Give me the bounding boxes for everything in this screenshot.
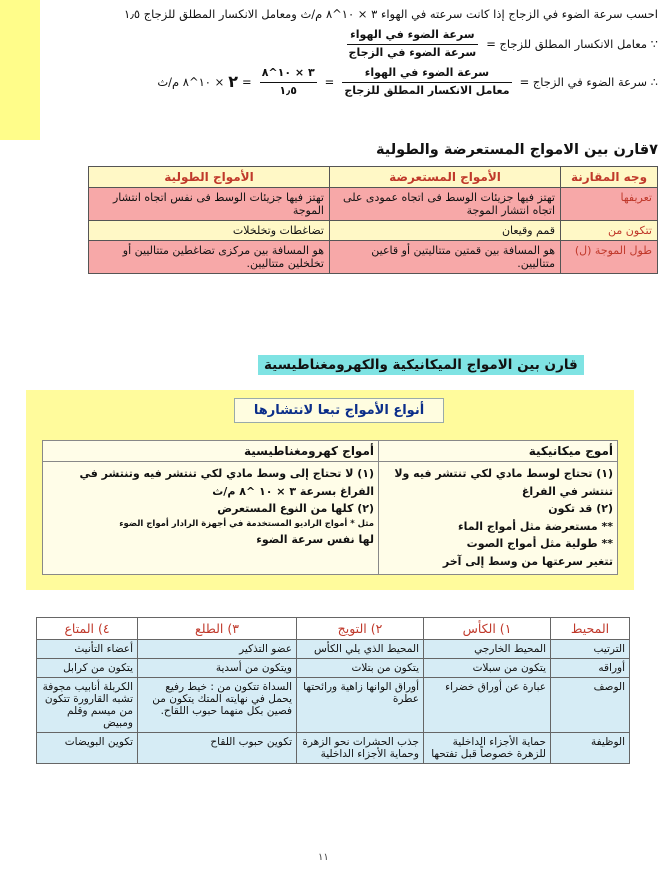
mech-point: ** مستعرضة مثل أمواج الماء	[458, 519, 613, 533]
row-label: تعريفها	[561, 188, 658, 221]
header-gynoecium: ٤) المتاع	[37, 618, 138, 640]
value-denominator: ١٫٥	[279, 83, 297, 97]
row-label: أوراقه	[551, 659, 630, 678]
wave-types-box	[26, 390, 634, 590]
table-cell: أعضاء التأنيث	[37, 640, 138, 659]
em-example: مثل * أمواج الراديو المستخدمة في أجهزة الرادار أمواج الضوء	[119, 518, 374, 529]
table-row	[37, 678, 630, 733]
problem-statement: احسب سرعة الضوء في الزجاج إذا كانت سرعته في الهواء ٣ × ١٠^٨ م/ث ومعامل الانكسار المطلق للزجاج ١٫٥	[123, 7, 658, 21]
electromagnetic-cell	[43, 462, 379, 575]
header-androecium: ٣) الطلع	[138, 618, 297, 640]
table-cell: المحيط الخارجي	[424, 640, 551, 659]
table-row	[37, 640, 630, 659]
transverse-longitudinal-table	[88, 166, 658, 274]
table-row	[37, 659, 630, 678]
mechanical-em-table	[42, 440, 618, 575]
table-cell: أوراق الوانها زاهية ورائحتها عطرة	[297, 678, 424, 733]
row-label: الترتيب	[551, 640, 630, 659]
value-fraction	[260, 65, 317, 99]
table-cell: يتكون من بتلات	[297, 659, 424, 678]
header-electromagnetic: أمواج كهرومغناطيسية	[43, 441, 379, 462]
flower-parts-table	[36, 617, 630, 764]
table-row	[89, 188, 658, 221]
table-cell: تهتز فيها جزيئات الوسط فى اتجاه عمودى على اتجاه انتشار الموجة	[330, 188, 561, 221]
header-mechanical: أموج ميكانيكية	[379, 441, 618, 462]
table-cell: الكربلة أنابيب مجوفة تشبه القارورة تتكون من ميسم وقلم ومبيض	[37, 678, 138, 733]
table-header-row	[89, 167, 658, 188]
q7-heading: ٧قارن بين الامواج المستعرضة والطولية	[375, 142, 658, 158]
em-point: (١) لا تحتاج إلى وسط مادي لكي تنتشر فيه وتنتشر في الفراغ بسرعة ٣ × ١٠ ^٨ م/ث	[79, 467, 374, 498]
header-whorl: المحيط	[551, 618, 630, 640]
equals-sign-1: =	[324, 74, 335, 89]
table-header-row	[43, 441, 618, 462]
table-cell: عضو التذكير	[138, 640, 297, 659]
row-label: الوصف	[551, 678, 630, 733]
table-cell: تكوين البويضات	[37, 733, 138, 764]
table-row	[89, 241, 658, 274]
value-numerator: ٣ × ١٠^٨	[260, 65, 317, 83]
table-row	[43, 462, 618, 575]
law-prefix: ∵ معامل الانكسار المطلق للزجاج =	[486, 36, 658, 51]
solve-line	[40, 63, 658, 101]
table-cell: تضاغطات وتخلخلات	[89, 221, 330, 241]
header-longitudinal: الأمواج الطولية	[89, 167, 330, 188]
result-coefficient: ٢	[228, 72, 239, 92]
table-cell: تهتز فيها جزيئات الوسط فى نفس اتجاه انتشار الموجة	[89, 188, 330, 221]
solve-numerator: سرعة الضوء في الهواء	[342, 65, 511, 83]
law-line	[40, 25, 658, 63]
box-title: أنواع الأمواج تبعا لانتشارها	[234, 398, 444, 423]
table-cell: حماية الأجزاء الداخلية للزهرة خصوصاً قبل تفتحها	[424, 733, 551, 764]
solve-prefix: ∴ سرعة الضوء في الزجاج =	[519, 74, 658, 89]
row-label: تتكون من	[561, 221, 658, 241]
table-cell: هو المسافة بين مركزى تضاغطين متتاليين أو تخلخلين متتاليين.	[89, 241, 330, 274]
law-denominator: سرعة الضوء في الزجاج	[348, 45, 477, 59]
header-comparison: وجه المقارنة	[561, 167, 658, 188]
solve-denominator: معامل الانكسار المطلق للزجاج	[344, 83, 510, 97]
header-calyx: ١) الكأس	[424, 618, 551, 640]
mech-point: تتغير سرعتها من وسط إلى آخر	[442, 554, 613, 568]
table-cell: ويتكون من أسدية	[138, 659, 297, 678]
table-cell: عبارة عن أوراق خضراء	[424, 678, 551, 733]
q8-heading: قارن بين الامواج الميكانيكية والكهرومغناطيسية	[258, 355, 584, 375]
row-label: الوظيفة	[551, 733, 630, 764]
table-header-row	[37, 618, 630, 640]
table-cell: جذب الحشرات نحو الزهرة وحماية الأجزاء الداخلية	[297, 733, 424, 764]
table-row	[89, 221, 658, 241]
equals-sign-2: =	[242, 74, 252, 89]
table-cell: تكوين حبوب اللقاح	[138, 733, 297, 764]
mechanical-cell	[379, 462, 618, 575]
table-cell: هو المسافة بين قمتين متتاليتين أو قاعين متتاليين.	[330, 241, 561, 274]
table-cell: السداة تتكون من : خيط رفيع يحمل في نهايته المتك يتكون من فصين بكل منهما حبوب اللقاح.	[138, 678, 297, 733]
table-cell: يتكون من سبلات	[424, 659, 551, 678]
yellow-margin-strip	[0, 0, 40, 140]
law-numerator: سرعة الضوء في الهواء	[347, 27, 479, 45]
mech-point: ** طولية مثل أمواج الصوت	[466, 537, 613, 551]
law-fraction	[347, 27, 479, 61]
table-cell: يتكون من كرابل	[37, 659, 138, 678]
header-corolla: ٢) التويج	[297, 618, 424, 640]
page-number: ١١	[318, 852, 329, 863]
problem-block	[40, 6, 658, 101]
table-cell: المحيط الذي يلي الكأس	[297, 640, 424, 659]
solve-fraction	[342, 65, 511, 99]
em-point: (٢) كلها من النوع المستعرض	[217, 502, 374, 516]
result-tail: × ١٠^٨ م/ث	[157, 74, 225, 89]
row-label: طول الموجة (ل)	[561, 241, 658, 274]
table-row	[37, 733, 630, 764]
header-transverse: الأمواج المستعرضة	[330, 167, 561, 188]
mech-point: (١) تحتاج لوسط مادي لكي تنتشر فيه ولا تنتشر في الفراغ	[394, 467, 613, 498]
table-cell: قمم وقيعان	[330, 221, 561, 241]
mech-point: (٢) قد تكون	[548, 502, 613, 516]
em-point: لها نفس سرعة الضوء	[256, 533, 374, 547]
